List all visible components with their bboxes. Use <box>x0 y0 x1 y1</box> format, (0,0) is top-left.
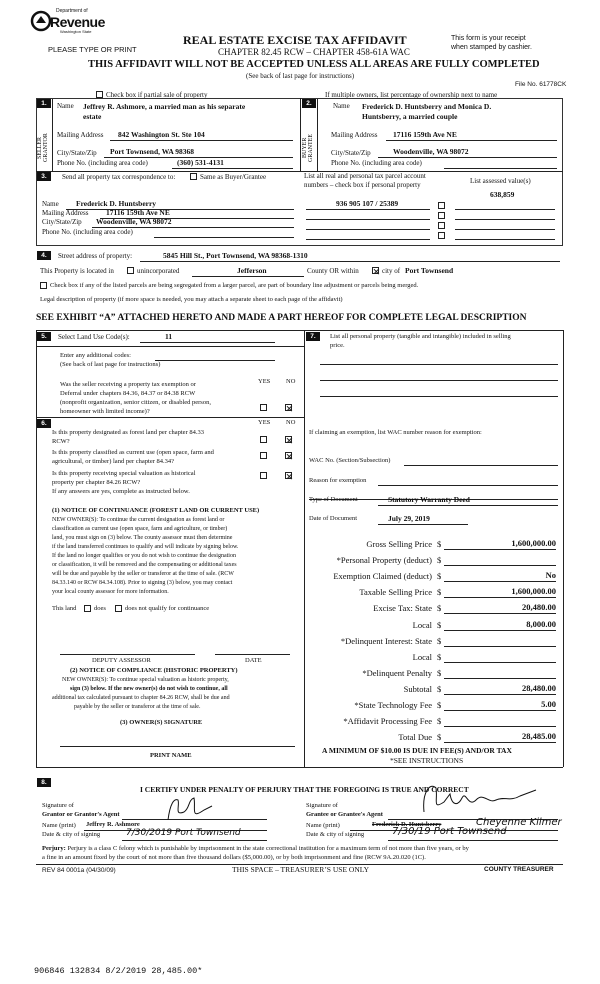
fee-label: *Delinquent Penalty <box>362 668 432 678</box>
fee-underline <box>444 726 556 727</box>
seller-city-label: City/State/Zip <box>57 149 97 157</box>
buyer-name-line1[interactable]: Frederick D. Huntsberry and Monica D. <box>362 102 492 111</box>
fee-underline <box>444 678 556 679</box>
fee-value[interactable]: 5.00 <box>541 699 556 709</box>
seller-name-line2[interactable]: estate <box>83 112 102 121</box>
dor-logo <box>30 6 105 36</box>
land-does-not-label: does not qualify for continuance <box>125 605 210 612</box>
see-instructions-note: *SEE INSTRUCTIONS <box>390 756 464 765</box>
corr-city-label: City/State/Zip <box>42 218 82 226</box>
additional-codes-label: Enter any additional codes: <box>60 352 131 359</box>
buyer-city[interactable]: Woodenville, WA 98072 <box>393 147 469 156</box>
corr-mailing-label: Mailing Address <box>42 209 89 217</box>
fee-currency: $ <box>437 603 442 613</box>
corr-mailing[interactable]: 17116 159th Ave NE <box>106 208 170 217</box>
perjury-text1: Perjury is a class C felony which is punishable by imprisonment in the state correctional institution for a maximum term of not more than five years, or by <box>65 845 469 852</box>
buyer-phone-label: Phone No. (including area code) <box>331 159 422 167</box>
fee-currency: $ <box>437 555 442 565</box>
form-title: REAL ESTATE EXCISE TAX AFFIDAVIT <box>183 33 407 47</box>
notice2-line4: payable by the seller or transferor at the time of sale. <box>74 704 201 710</box>
grantee-sig-label: Signature of <box>306 802 338 809</box>
seller-phone[interactable]: (360) 531-4131 <box>177 158 224 167</box>
grantor-date-city[interactable]: 7/30/2019 Port Townsend <box>126 828 241 838</box>
grantor-name[interactable]: Jeffrey R. Ashmore <box>86 821 140 828</box>
fee-currency: $ <box>437 587 442 597</box>
parcel-number[interactable]: 936 905 107 / 25389 <box>336 199 399 208</box>
fee-label: *Affidavit Processing Fee <box>343 716 432 726</box>
notice2-line3: additional tax calculated pursuant to chapter 84.26 RCW, shall be due and <box>52 695 230 701</box>
partial-sale-label: Check box if partial sale of property <box>106 91 208 99</box>
seller-phone-label: Phone No. (including area code) <box>57 159 148 167</box>
receipt-line2: when stamped by cashier. <box>451 44 532 51</box>
grantee-signature[interactable] <box>410 778 550 820</box>
historic-no-checkbox[interactable] <box>285 472 292 479</box>
seller-mailing[interactable]: 842 Washington St. Ste 104 <box>118 130 205 139</box>
section-6-number: 6. <box>37 419 51 428</box>
notice1-line4: if the land transferred continues to qualify and will indicate by signing below. <box>52 544 239 550</box>
fee-currency: $ <box>437 732 442 742</box>
fee-label: Local <box>412 652 432 662</box>
fee-underline <box>444 581 556 582</box>
current-use-yes-checkbox[interactable] <box>260 452 267 459</box>
street-address[interactable]: 5845 Hill St., Port Townsend, WA 98368-1310 <box>163 251 308 260</box>
segregated-checkbox[interactable] <box>40 282 47 289</box>
notice1-line5: If the land no longer qualifies or you do not wish to continue the designation <box>52 553 236 559</box>
doc-date-label: Date of Document <box>309 515 358 522</box>
fee-value[interactable]: 20,480.00 <box>522 602 556 612</box>
historic-yes-checkbox[interactable] <box>260 472 267 479</box>
certify-statement: I CERTIFY UNDER PENALTY OF PERJURY THAT THE FOREGOING IS TRUE AND CORRECT <box>140 785 469 794</box>
fee-underline <box>444 565 556 566</box>
current-use-no-checkbox[interactable] <box>285 452 292 459</box>
parcel-3-personal-checkbox[interactable] <box>438 222 445 229</box>
notice1-line6: or classification, it will be removed and the compensating or additional taxes <box>52 562 237 568</box>
dor-logo-icon <box>30 10 52 32</box>
reason-label: Reason for exemption <box>309 477 367 484</box>
notice1-line8: 84.33.140 or RCW 84.34.108). Prior to signing (3) below, you may contact <box>52 580 233 586</box>
exemption-q2: Deferral under chapters 84.36, 84.37 or 84.38 RCW <box>60 390 196 397</box>
grantee-name-handwritten[interactable]: Cheyenne Kilmer <box>476 817 562 828</box>
current-use-q-b: agricultural, or timber) land per chapter 84.34? <box>52 458 175 465</box>
exemption-yes-checkbox[interactable] <box>260 404 267 411</box>
buyer-side-label: BUYER GRANTEE <box>302 134 314 162</box>
fee-currency: $ <box>437 636 442 646</box>
seller-name-label: Name <box>57 102 74 110</box>
section-5-number: 5. <box>37 332 51 341</box>
city-value[interactable]: Port Townsend <box>405 266 454 275</box>
section-7-number: 7. <box>306 332 320 341</box>
located-in-label: This Property is located in <box>40 267 114 275</box>
section-4-number: 4. <box>37 251 51 260</box>
claiming-exemption-label: If claiming an exemption, list WAC number reason for exemption: <box>309 429 482 436</box>
fee-currency: $ <box>437 620 442 630</box>
rev-number: REV 84 0001a (04/30/09) <box>42 867 116 874</box>
legal-desc-label: Legal description of property (if more space is needed, you may attach a separate sheet to each page of the affidavit) <box>40 296 343 303</box>
grantor-sig-label: Signature of <box>42 802 74 809</box>
section-2-number: 2. <box>302 99 316 108</box>
fee-currency: $ <box>437 539 442 549</box>
historic-q-b: property per chapter 84.26 RCW? <box>52 479 141 486</box>
deputy-assessor-label: DEPUTY ASSESSOR <box>92 657 151 664</box>
buyer-city-label: City/State/Zip <box>331 149 371 157</box>
fee-label: Excise Tax: State <box>373 603 432 613</box>
minimum-due-note: A MINIMUM OF $10.00 IS DUE IN FEE(S) AND/OR TAX <box>322 746 512 755</box>
grantee-name-label: Name (print) <box>306 822 340 829</box>
fee-label: Taxable Selling Price <box>359 587 432 597</box>
notice1-line1: NEW OWNER(S): To continue the current designation as forest land or <box>52 517 225 523</box>
assessed-label: List assessed value(s) <box>470 177 531 185</box>
buyer-name-line2[interactable]: Huntsberry, a married couple <box>362 112 458 121</box>
notice2-title: (2) NOTICE OF COMPLIANCE (HISTORIC PROPERTY) <box>70 667 238 674</box>
fee-label: *State Technology Fee <box>354 700 432 710</box>
notice1-title: (1) NOTICE OF CONTINUANCE (FOREST LAND OR CURRENT USE) <box>52 507 260 514</box>
personal-prop-label1: List all personal property (tangible and intangible) included in selling <box>330 333 511 340</box>
notice1-line2: classification as current use (open space, farm and agriculture, or timber) <box>52 526 228 532</box>
historic-q-a: Is this property receiving special valuation as historical <box>52 470 196 477</box>
perjury-line1 <box>42 846 469 853</box>
grantor-name-label: Name (print) <box>42 822 76 829</box>
corr-name[interactable]: Frederick D. Huntsberry <box>76 199 157 208</box>
city-of-label: city of <box>382 267 401 275</box>
print-name-label: PRINT NAME <box>150 752 192 759</box>
land-use-label: Select Land Use Code(s): <box>58 333 130 341</box>
fee-currency: $ <box>437 716 442 726</box>
parcel-1-personal-checkbox[interactable] <box>438 202 445 209</box>
fee-value[interactable]: 28,480.00 <box>522 683 556 693</box>
logo-top: Department of <box>56 8 88 14</box>
parcel-instr1: List all real and personal tax parcel account <box>304 172 426 180</box>
form-warning: THIS AFFIDAVIT WILL NOT BE ACCEPTED UNLESS ALL AREAS ARE FULLY COMPLETED <box>88 59 540 70</box>
exemption-no-checkbox[interactable] <box>285 404 292 411</box>
additional-codes-note: (See back of last page for instructions) <box>60 361 161 368</box>
fee-underline <box>444 710 556 711</box>
file-no: File No. 61778CK <box>515 81 567 88</box>
this-land-label: This land <box>52 605 77 612</box>
doc-type-label: Type of Document <box>309 496 358 503</box>
forest-q-a: Is this property designated as forest land per chapter 84.33 <box>52 429 204 436</box>
unincorporated-checkbox[interactable] <box>127 267 134 274</box>
exemption-q3: (nonprofit organization, senior citizen, or disabled person, <box>60 399 211 406</box>
seller-city[interactable]: Port Townsend, WA 98368 <box>110 147 195 156</box>
s5-yes-header: YES <box>258 378 271 385</box>
fee-underline <box>444 662 556 663</box>
forest-no-checkbox[interactable] <box>285 436 292 443</box>
notice2-line2: sign (3) below. If the new owner(s) do not wish to continue, all <box>70 686 228 692</box>
land-does-label: does <box>94 605 106 612</box>
notice1-line9: your local county assessor for more information. <box>52 589 169 595</box>
seller-side-label: SELLER GRANTOR <box>37 133 49 163</box>
grantee-date-city[interactable]: 7/30/19 Port Townsend <box>392 826 507 837</box>
county-treasurer-label: COUNTY TREASURER <box>484 866 554 873</box>
fee-label: Subtotal <box>403 684 432 694</box>
perjury-label: Perjury: <box>42 845 66 852</box>
doc-date-value[interactable]: July 29, 2019 <box>388 514 430 523</box>
form-chapter: CHAPTER 82.45 RCW – CHAPTER 458-61A WAC <box>218 47 410 57</box>
same-as-buyer-label: Same as Buyer/Grantee <box>200 173 267 181</box>
grantee-name[interactable]: Frederick D. Huntsberry <box>372 821 442 828</box>
logo-sub: Washington State <box>60 29 92 34</box>
fee-label: *Delinquent Interest: State <box>340 636 432 646</box>
land-does-not-checkbox[interactable] <box>115 605 122 612</box>
exhibit-a-text: SEE EXHIBIT “A” ATTACHED HERETO AND MADE A PART HEREOF FOR COMPLETE LEGAL DESCRIPTION <box>36 313 527 323</box>
cashier-stamp: 906846 132834 8/2/2019 28,485.00* <box>34 966 203 976</box>
fee-underline <box>444 613 556 614</box>
section-8-number: 8. <box>37 778 51 787</box>
street-label: Street address of property: <box>58 252 133 260</box>
forest-q-b: RCW? <box>52 438 70 445</box>
buyer-mailing-label: Mailing Address <box>331 131 378 139</box>
exemption-q4: homeowner with limited income)? <box>60 408 150 415</box>
grantee-date-city-label: Date & city of signing <box>306 831 365 838</box>
fee-value[interactable]: 8,000.00 <box>526 619 556 629</box>
parcel-4-personal-checkbox[interactable] <box>438 232 445 239</box>
fee-value[interactable]: 1,600,000.00 <box>511 538 556 548</box>
partial-sale-checkbox[interactable] <box>96 91 103 98</box>
multiple-owners-label: If multiple owners, list percentage of ownership next to name <box>325 91 498 99</box>
county-value[interactable]: Jefferson <box>237 266 267 275</box>
perjury-line2: a fine in an amount fixed by the court of not more than five thousand dollars ($5,000.00), or by both imprisonment and fine (RCW 9A.20.020 (1C). <box>42 854 426 861</box>
s6-no-header: NO <box>286 419 296 426</box>
forest-yes-checkbox[interactable] <box>260 436 267 443</box>
seller-name-line1[interactable]: Jeffrey R. Ashmore, a married man as his separate <box>83 102 246 111</box>
fee-underline <box>444 630 556 631</box>
fee-underline <box>444 549 556 550</box>
grantor-signature[interactable] <box>160 794 220 824</box>
exemption-q1: Was the seller receiving a property tax exemption or <box>60 381 196 388</box>
within-city-checkbox[interactable] <box>372 267 379 274</box>
fee-value[interactable]: No <box>545 570 556 580</box>
treasurer-use-only: THIS SPACE – TREASURER’S USE ONLY <box>232 865 369 874</box>
see-back: (See back of last page for instructions) <box>246 72 355 80</box>
section-1-number: 1. <box>37 99 51 108</box>
unincorporated-label: unincorporated <box>137 267 180 275</box>
fee-label: Total Due <box>398 732 432 742</box>
assessed-value[interactable]: 638,859 <box>490 190 515 199</box>
segregated-label: Check box if any of the listed parcels are being segregated from a larger parcel, are part of boundary line adjustment or parcels being merged. <box>50 282 419 289</box>
county-or-label: County OR within <box>307 267 359 275</box>
fee-currency: $ <box>437 652 442 662</box>
fee-currency: $ <box>437 700 442 710</box>
fee-label: *Personal Property (deduct) <box>336 555 432 565</box>
fee-currency: $ <box>437 684 442 694</box>
wac-no-label: WAC No. (Section/Subsection) <box>309 457 391 464</box>
if-yes-note: If any answers are yes, complete as instructed below. <box>52 488 190 495</box>
please-type: PLEASE TYPE OR PRINT <box>48 45 137 54</box>
grantor-date-city-label: Date & city of signing <box>42 831 101 838</box>
fee-currency: $ <box>437 571 442 581</box>
same-as-buyer-checkbox[interactable] <box>190 173 197 180</box>
fee-value[interactable]: 28,485.00 <box>522 731 556 741</box>
land-does-checkbox[interactable] <box>84 605 91 612</box>
grantee-agent-label: Grantee or Grantee's Agent <box>306 811 383 818</box>
parcel-2-personal-checkbox[interactable] <box>438 212 445 219</box>
s6-yes-header: YES <box>258 419 271 426</box>
fee-value[interactable]: 1,600,000.00 <box>511 586 556 596</box>
buyer-name-label: Name <box>333 102 350 110</box>
corr-name-label: Name <box>42 200 59 208</box>
corr-city[interactable]: Woodenville, WA 98072 <box>96 217 172 226</box>
doc-type-value[interactable]: Statutory Warranty Deed <box>388 495 470 504</box>
fee-label: Gross Selling Price <box>366 539 432 549</box>
fee-underline <box>444 742 556 743</box>
buyer-mailing[interactable]: 17116 159th Ave NE <box>393 130 457 139</box>
fee-underline <box>444 597 556 598</box>
assessor-date-label: DATE <box>245 657 262 664</box>
s5-no-header: NO <box>286 378 296 385</box>
owner-signature-label: (3) OWNER(S) SIGNATURE <box>120 719 203 726</box>
section-3-number: 3. <box>37 172 51 181</box>
fee-underline <box>444 694 556 695</box>
notice2-line1: NEW OWNER(S): To continue special valuation as historic property, <box>62 677 229 683</box>
correspondence-instr: Send all property tax correspondence to: <box>62 173 176 181</box>
grantor-agent-label: Grantor or Grantor's Agent <box>42 811 120 818</box>
fee-label: Exemption Claimed (deduct) <box>333 571 432 581</box>
corr-phone-label: Phone No. (including area code) <box>42 228 133 236</box>
fee-label: Local <box>412 620 432 630</box>
fee-underline <box>444 646 556 647</box>
parcel-instr2: numbers – check box if personal property <box>304 181 421 189</box>
notice1-line7: will be due and payable by the seller or transferor at the time of sale. (RCW <box>52 571 234 577</box>
seller-mailing-label: Mailing Address <box>57 131 104 139</box>
current-use-q-a: Is this property classified as current use (open space, farm and <box>52 449 214 456</box>
fee-currency: $ <box>437 668 442 678</box>
land-use-code[interactable]: 11 <box>165 332 173 341</box>
personal-prop-label2: price. <box>330 342 345 349</box>
notice1-line3: land, you must sign on (3) below. The county assessor must then determine <box>52 535 233 541</box>
logo-main: Revenue <box>50 14 105 30</box>
receipt-line1: This form is your receipt <box>451 35 526 42</box>
